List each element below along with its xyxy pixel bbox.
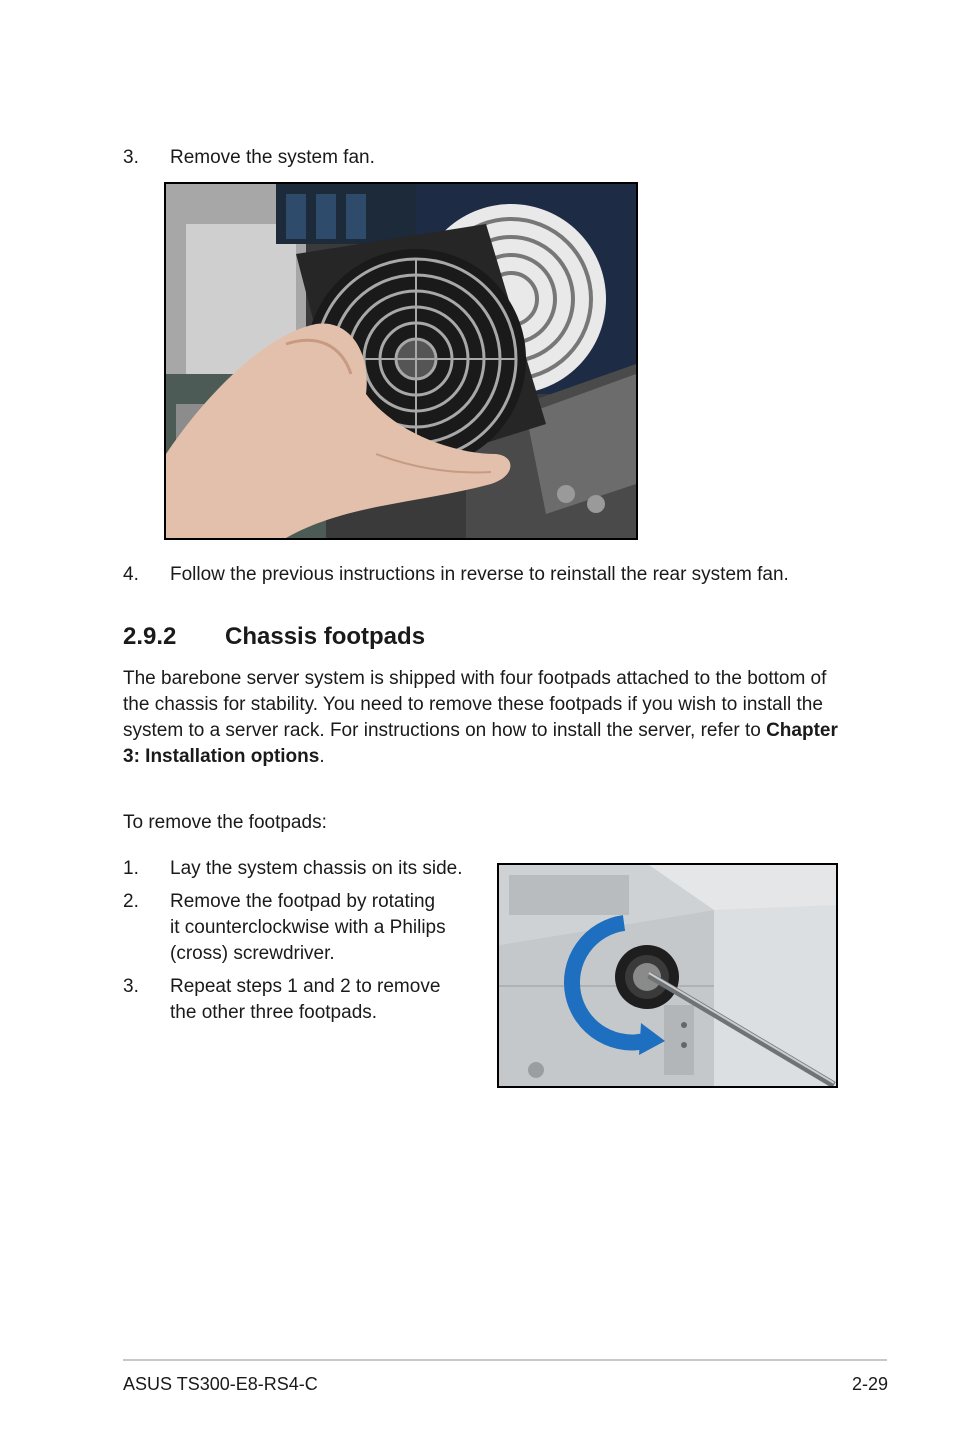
section-number: 2.9.2 bbox=[123, 623, 177, 650]
step-number: 3. bbox=[123, 976, 139, 997]
section-title: Chassis footpads bbox=[225, 623, 426, 650]
procedure-lead: To remove the footpads: bbox=[123, 812, 327, 833]
footpad-removal-photo bbox=[497, 863, 838, 1088]
step-number: 3. bbox=[123, 147, 139, 168]
step-text: Remove the system fan. bbox=[170, 147, 375, 168]
step-text: Follow the previous instructions in reverse to reinstall the rear system fan. bbox=[170, 564, 789, 585]
step-number: 2. bbox=[123, 891, 139, 912]
chapter-reference: Chapter 3: Installation options bbox=[123, 720, 838, 767]
step-text: (cross) screwdriver. bbox=[170, 943, 335, 964]
intro-text: The barebone server system is shipped with four footpads attached to the bottom of the chassis for stability. You need to remove these footpads if you wish to install the system to a server rack. For instructions on how to install the server, refer to bbox=[123, 668, 827, 741]
step-text: it counterclockwise with a Philips bbox=[170, 917, 446, 938]
footer-model: ASUS TS300-E8-RS4-C bbox=[123, 1374, 318, 1394]
step-number: 1. bbox=[123, 858, 139, 879]
footer-divider bbox=[123, 1359, 887, 1361]
system-fan-photo bbox=[164, 182, 638, 540]
step-text: Repeat steps 1 and 2 to remove bbox=[170, 976, 441, 997]
step-number: 4. bbox=[123, 564, 139, 585]
step-text: the other three footpads. bbox=[170, 1002, 378, 1023]
step-text: Remove the footpad by rotating bbox=[170, 891, 436, 912]
step-text: Lay the system chassis on its side. bbox=[170, 858, 463, 879]
intro-end: . bbox=[319, 746, 325, 767]
footer-page-number: 2-29 bbox=[851, 1374, 888, 1394]
intro-paragraph bbox=[123, 666, 843, 770]
